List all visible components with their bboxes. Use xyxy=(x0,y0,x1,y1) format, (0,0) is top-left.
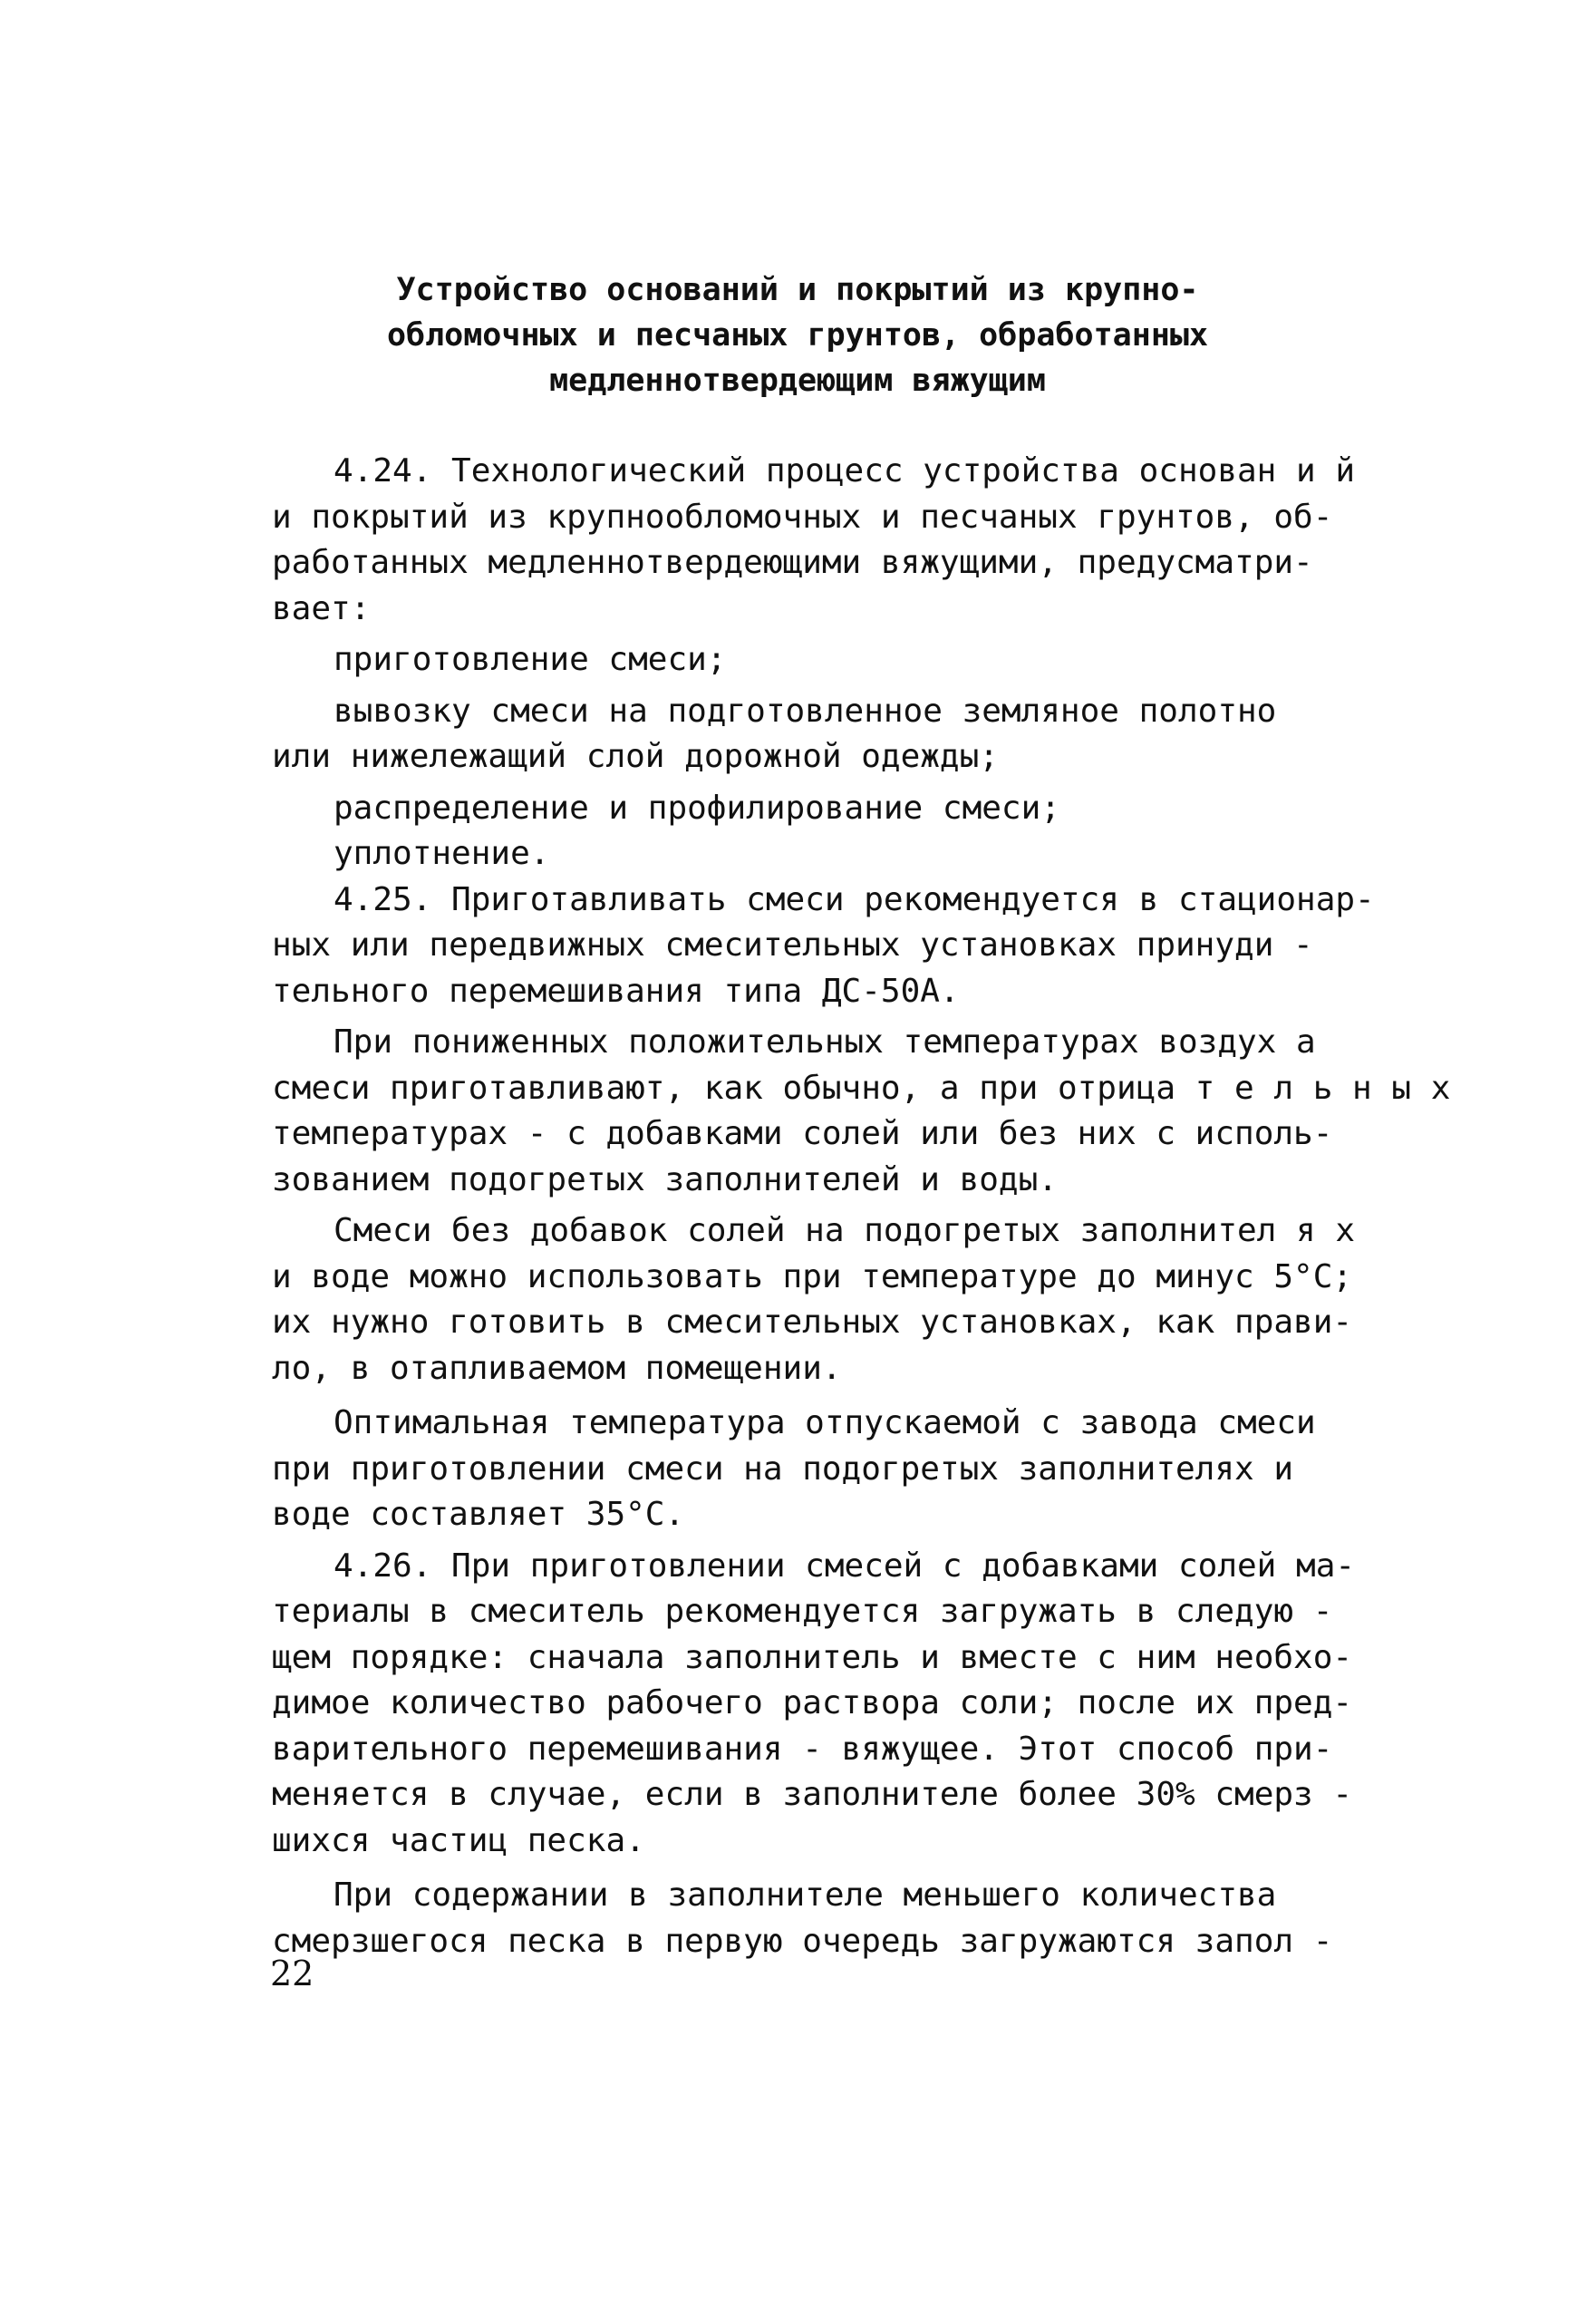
text-line: ных или передвижных смесительных установках принуди - xyxy=(272,926,1313,964)
text-line: щем порядке: сначала заполнитель и вместе с ним необхо- xyxy=(272,1638,1353,1676)
text-line: шихся частиц песка. xyxy=(272,1821,645,1859)
text-line: смеси приготавливают, как обычно, а при отрица т е л ь н ы х xyxy=(272,1069,1451,1107)
text-line: зованием подогретых заполнителей и воды. xyxy=(272,1160,1058,1198)
heading-line: Устройство оснований и покрытий из крупно- xyxy=(396,272,1199,308)
text-line: распределение и профилирование смеси; xyxy=(334,789,1060,827)
text-line: приготовление смеси; xyxy=(334,641,727,678)
list-item xyxy=(272,689,1450,781)
text-line: 4.24. Технологический процесс устройства основан и й xyxy=(334,452,1356,490)
text-line: температурах - с добавками солей или без них с исполь- xyxy=(272,1115,1333,1152)
text-line: При содержании в заполнителе меньшего количества xyxy=(334,1876,1277,1914)
paragraph xyxy=(272,1401,1450,1538)
document-page xyxy=(272,267,1451,1960)
text-line: уплотнение. xyxy=(334,835,550,872)
paragraph-4-26 xyxy=(272,1544,1450,1865)
text-line: 4.25. Приготавливать смеси рекомендуется в стационар- xyxy=(334,880,1375,918)
heading-line: обломочных и песчаных грунтов, обработанных xyxy=(386,317,1209,354)
text-line: Оптимальная температура отпускаемой с завода смеси xyxy=(334,1404,1316,1441)
text-line: тельного перемешивания типа ДС-50А. xyxy=(272,972,960,1010)
text-line: 4.26. При приготовлении смесей с добавками солей ма- xyxy=(334,1547,1356,1585)
page-number: 22 xyxy=(270,1954,314,1993)
text-line: или нижележащий слой дорожной одежды; xyxy=(272,738,999,775)
body-text xyxy=(272,449,1450,1964)
paragraph xyxy=(272,1208,1450,1392)
text-line: и воде можно использовать при температуре до минус 5°C; xyxy=(272,1257,1353,1295)
text-line: их нужно готовить в смесительных установках, как прави- xyxy=(272,1304,1353,1341)
text-line: варительного перемешивания - вяжущее. Этот способ при- xyxy=(272,1730,1333,1768)
paragraph xyxy=(272,1873,1450,1964)
paragraph-4-24 xyxy=(272,449,1450,632)
text-line: работанных медленнотвердеющими вяжущими, предусматри- xyxy=(272,544,1313,581)
text-line: при приготовлении смеси на подогретых заполнителях и xyxy=(272,1450,1294,1488)
paragraph-4-25 xyxy=(272,878,1450,1015)
text-line: и покрытий из крупнообломочных и песчаных грунтов, об- xyxy=(272,498,1333,536)
text-line: меняется в случае, если в заполнителе более 30% смерз - xyxy=(272,1776,1353,1813)
text-line: вывозку смеси на подготовленное земляное полотно xyxy=(334,692,1277,730)
list-item xyxy=(272,786,1450,832)
text-line: воде составляет 35°C. xyxy=(272,1496,685,1533)
section-heading xyxy=(326,267,1269,403)
text-line: Смеси без добавок солей на подогретых заполнител я х xyxy=(334,1212,1356,1249)
paragraph xyxy=(272,1020,1450,1203)
list-item xyxy=(272,637,1450,684)
text-line: При пониженных положительных температурах воздух а xyxy=(334,1023,1316,1061)
text-line: смерзшегося песка в первую очередь загружаются запол - xyxy=(272,1922,1333,1960)
text-line: териалы в смеситель рекомендуется загружать в следую - xyxy=(272,1593,1333,1630)
list-item xyxy=(272,831,1450,878)
text-line: ло, в отапливаемом помещении. xyxy=(272,1349,842,1387)
text-line: вает: xyxy=(272,589,371,627)
text-line: димое количество рабочего раствора соли; после их пред- xyxy=(272,1684,1353,1721)
heading-line: медленнотвердеющим вяжущим xyxy=(549,363,1046,399)
